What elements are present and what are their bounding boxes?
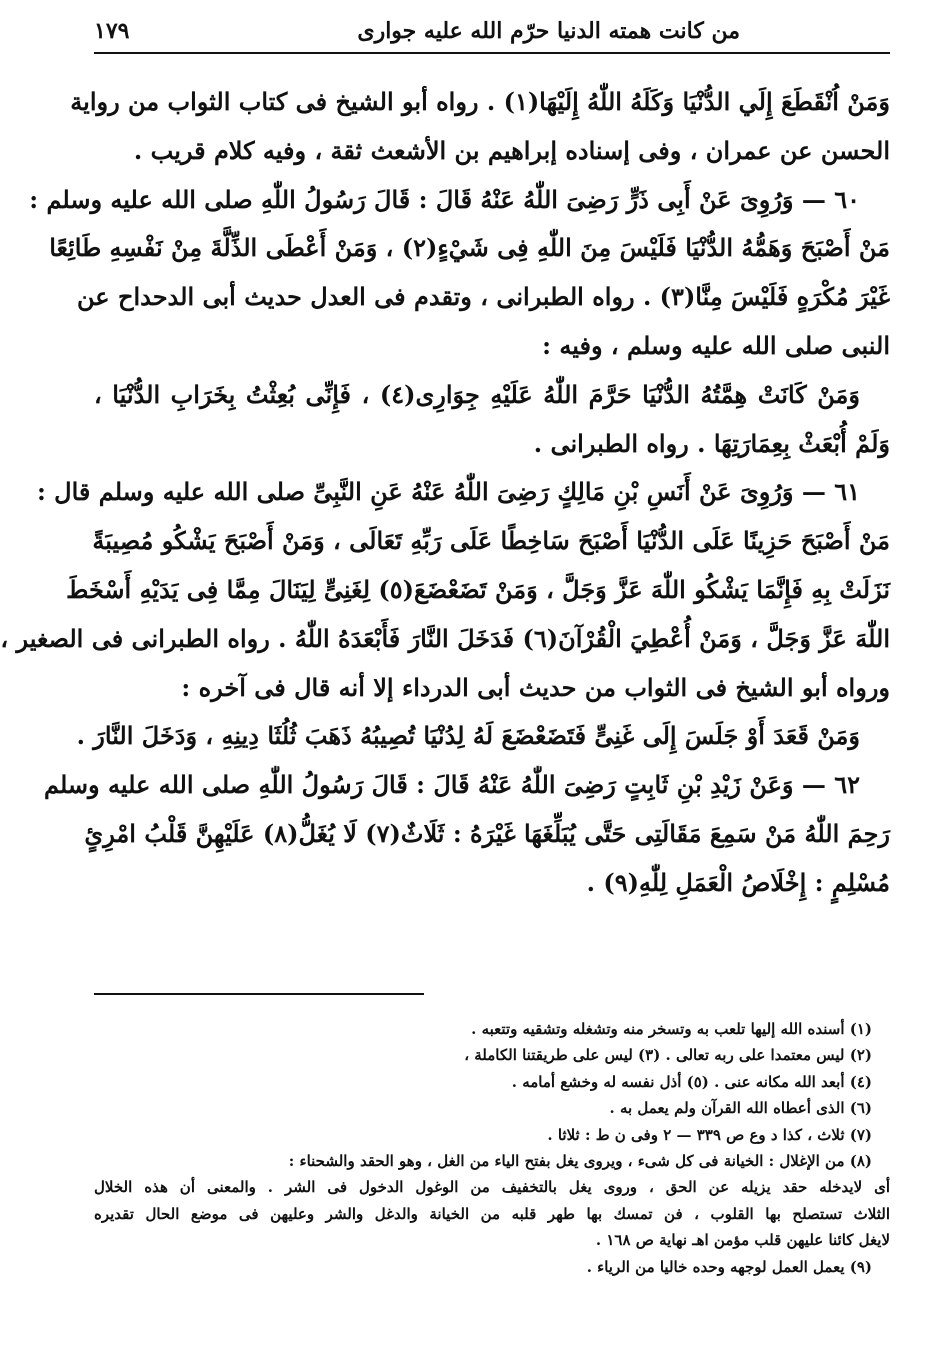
page-number: ١٧٩ [94, 18, 130, 44]
text-line: غَيْرَ مُكْرَهٍ فَلَيْسَ مِنَّا(٣) . رواه الطبرانى ، وتقدم فى العدل حديث أبى الدحداح عن [77, 282, 890, 312]
text-line: اللّٰهَ عَزَّ وَجَلَّ ، وَمَنْ أُعْطِيَ الْقُرْآنَ(٦) فَدَخَلَ النَّارَ فَأَبْعَدَهُ اللّٰهُ . رواه الطبرانى فى الصغير ، [0, 623, 890, 653]
text-line: الحسن عن عمران ، وفى إسناده إبراهيم بن الأشعث ثقة ، وفيه كلام قريب . [133, 135, 890, 165]
footnote-line: (٦) الذى أعطاه الله القرآن ولم يعمل به . [609, 1099, 872, 1118]
text-line: رَحِمَ اللّٰهُ مَنْ سَمِعَ مَقَالَتِى حَتَّى يُبَلِّغَهَا غَيْرَهُ : ثَلَاثٌ(٧) لَا يُغَلُّ(٨) عَلَيْهِنَّ قَلْبُ امْرِئٍ [84, 818, 890, 848]
header-rule [94, 52, 890, 54]
text-line: وَمَنْ اُنْقَطَعَ إِلَي الدُّنْيَا وَكَلَهُ اللّٰهُ إِلَيْهَا(١) . رواه أبو الشيخ فى كتاب الثواب من رواية [70, 87, 890, 116]
main-text [0, 78, 890, 908]
text-line: ٦٢ — وَعَنْ زَيْدِ بْنِ ثَابِتٍ رَضِىَ اللّٰهُ عَنْهُ قَالَ : قَالَ رَسُولُ اللّٰهِ صلى الله عليه وسلم [44, 770, 860, 800]
running-head-title: من كانت همته الدنيا حرّم الله عليه جوارى [357, 18, 740, 44]
text-line: النبى صلى الله عليه وسلم ، وفيه : [542, 330, 890, 360]
footnotes [94, 1016, 890, 1280]
text-line: ورواه أبو الشيخ فى الثواب من حديث أبى الدرداء إلا أنه قال فى آخره : [181, 672, 890, 702]
footnote-line: (١) أسنده الله إليها تلعب به وتسخر منه وتشغله وتشقيه وتتعبه . [471, 1020, 872, 1038]
footnote-line: الثلاث تستصلح بها القلوب ، فن تمسك بها طهر قلبه من الخيانة والدغل والشر وعليهن فى موضع الحال تقديره [94, 1204, 890, 1223]
text-line: وَمَنْ كَانَتْ هِمَّتُهُ الدُّنْيَا حَرَّمَ اللّٰهُ عَلَيْهِ جِوَارِى(٤) ، فَإِنِّى بُعِثْتُ بِخَرَابِ الدُّنْيَا ، [94, 379, 860, 409]
footnote-line: (٩) يعمل العمل لوجهه وحده خاليا من الرياء . [586, 1257, 872, 1276]
footnote-line: لايغل كائنا عليهن قلب مؤمن اهـ نهاية ص ١٦٨ . [595, 1231, 890, 1250]
footnote-separator [94, 993, 424, 995]
text-line: مَنْ أَصْبَحَ حَزِينًا عَلَى الدُّنْيَا أَصْبَحَ سَاخِطًا عَلَى رَبِّهِ تَعَالَى ، وَمَنْ أَصْبَحَ يَشْكُو مُصِيبَةً [92, 526, 890, 556]
text-line: ٦٠ — وَرُوِىَ عَنْ أَبِى ذَرٍّ رَضِىَ اللّٰهُ عَنْهُ قَالَ : قَالَ رَسُولُ اللّٰهِ صلى الله عليه وسلم : [29, 184, 860, 214]
text-line: وَلَمْ أُبْعَثْ بِعِمَارَتِهَا . رواه الطبرانى . [533, 428, 890, 458]
footnote-line: أى لايدخله حقد يزيله عن الحق ، وروى يغل بالتخفيف من الوغول الدخول فى الشر . والمعنى أن هذه الخلال [94, 1178, 890, 1197]
running-head [94, 14, 890, 48]
footnote-line: (٤) أبعد الله مكانه عنى . (٥) أذل نفسه له وخشع أمامه . [511, 1072, 872, 1091]
footnote-line: (٢) ليس معتمدا على ربه تعالى . (٣) ليس على طريقتنا الكاملة ، [464, 1046, 872, 1065]
text-line: وَمَنْ قَعَدَ أَوْ جَلَسَ إِلَى غَنِىٍّ فَتَضَعْضَعَ لَهُ لِدُنْيَا تُصِيبُهُ ذَهَبَ ثُلُثَا دِينِهِ ، وَدَخَلَ النَّارَ . [76, 721, 860, 751]
text-line: ٦١ — وَرُوِىَ عَنْ أَنَسِ بْنِ مَالِكٍ رَضِىَ اللّٰهُ عَنْهُ عَنِ النَّبِىِّ صلى الله عليه وسلم قال : [36, 477, 860, 507]
footnote-line: (٧) ثلاث ، كذا د وع ص ٣٣٩ — ٢ وفى ن ط : ثلاثا . [547, 1125, 872, 1144]
footnote-line: (٨) من الإغلال : الخيانة فى كل شىء ، ويروى يغل بفتح الياء من الغل ، وهو الحقد والشحناء : [288, 1151, 872, 1170]
text-line: نَزَلَتْ بِهِ فَإِنَّمَا يَشْكُو اللّٰهَ عَزَّ وَجَلَّ ، وَمَنْ تَضَعْضَعَ(٥) لِغَنِىٍّ لِيَنَالَ مِمَّا فِى يَدَيْهِ أَسْخَطَ [66, 574, 890, 604]
text-line: مُسْلِمٍ : إِخْلَاصُ الْعَمَلِ لِلّٰهِ(٩) . [586, 867, 890, 897]
text-line: مَنْ أَصْبَحَ وَهَمُّهُ الدُّنْيَا فَلَيْسَ مِنَ اللّٰهِ فِى شَيْءٍ(٢) ، وَمَنْ أَعْطَى الذِّلَّةَ مِنْ نَفْسِهِ طَائِعًا [49, 233, 890, 263]
